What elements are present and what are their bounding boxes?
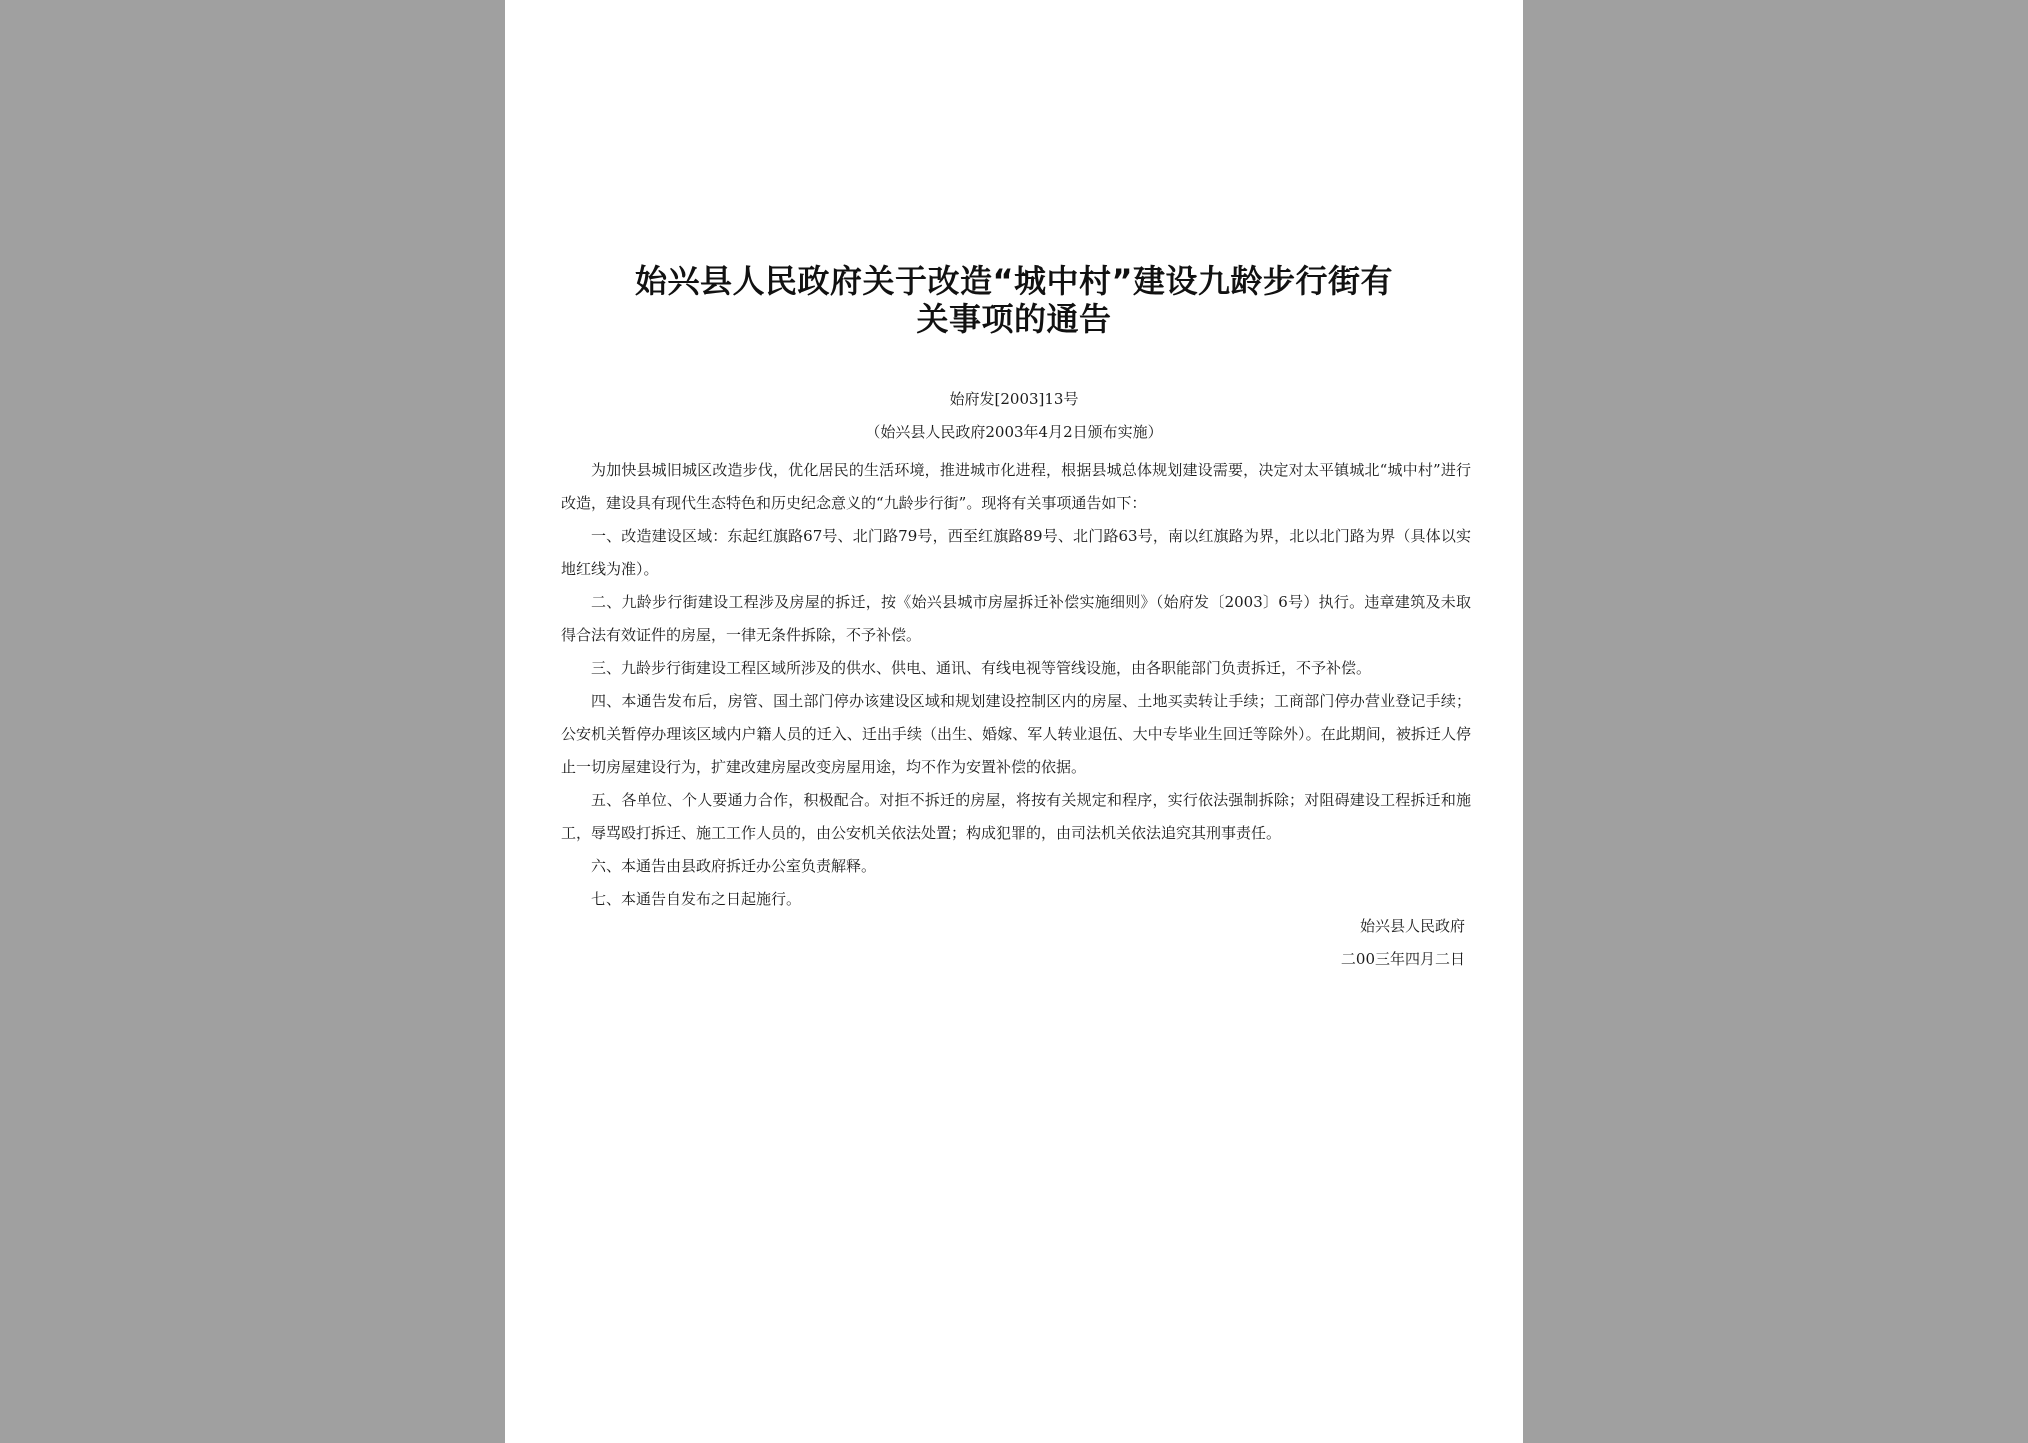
paragraph-5: 五、各单位、个人要通力合作，积极配合。对拒不拆迁的房屋，将按有关规定和程序，实行依法强制拆除；对阻碍建设工程拆迁和施工，辱骂殴打拆迁、施工工作人员的，由公安机关依法处置；构成犯罪的，由司法机关依法追究其刑事责任。 [561,791,1471,842]
document-title [575,262,1453,338]
document-body [561,454,1471,916]
paragraph-1: 一、改造建设区域：东起红旗路67号、北门路79号，西至红旗路89号、北门路63号，南以红旗路为界，北以北门路为界（具体以实地红线为准）。 [561,527,1471,578]
paragraph-3: 三、九龄步行街建设工程区域所涉及的供水、供电、通讯、有线电视等管线设施，由各职能部门负责拆迁，不予补偿。 [591,659,1372,677]
paragraph-7: 七、本通告自发布之日起施行。 [591,890,802,908]
document-page [505,0,1523,1443]
promulgation-note: （始兴县人民政府2003年4月2日颁布实施） [865,423,1163,441]
signature-date: 二00三年四月二日 [1340,950,1465,968]
paragraph-6: 六、本通告由县政府拆迁办公室负责解释。 [591,857,877,875]
paragraph-intro: 为加快县城旧城区改造步伐，优化居民的生活环境，推进城市化进程，根据县城总体规划建设需要，决定对太平镇城北“城中村”进行改造，建设具有现代生态特色和历史纪念意义的“九龄步行街”。现将有关事项通告如下： [561,461,1471,512]
paragraph-4: 四、本通告发布后，房管、国土部门停办该建设区域和规划建设控制区内的房屋、土地买卖转让手续；工商部门停办营业登记手续；公安机关暂停办理该区域内户籍人员的迁入、迁出手续（出生、婚嫁、军人转业退伍、大中专毕业生回迁等除外）。在此期间，被拆迁人停止一切房屋建设行为，扩建改建房屋改变房屋用途，均不作为安置补偿的依据。 [561,692,1471,776]
title-line-1: 始兴县人民政府关于改造“城中村”建设九龄步行街有 [634,262,1394,300]
paragraph-2: 二、九龄步行街建设工程涉及房屋的拆迁，按《始兴县城市房屋拆迁补偿实施细则》（始府发〔2003〕6号）执行。违章建筑及未取得合法有效证件的房屋，一律无条件拆除，不予补偿。 [561,593,1471,644]
document-number: 始府发[2003]13号 [949,390,1079,408]
signature-organization: 始兴县人民政府 [1359,917,1465,935]
title-line-2: 关事项的通告 [916,300,1112,338]
